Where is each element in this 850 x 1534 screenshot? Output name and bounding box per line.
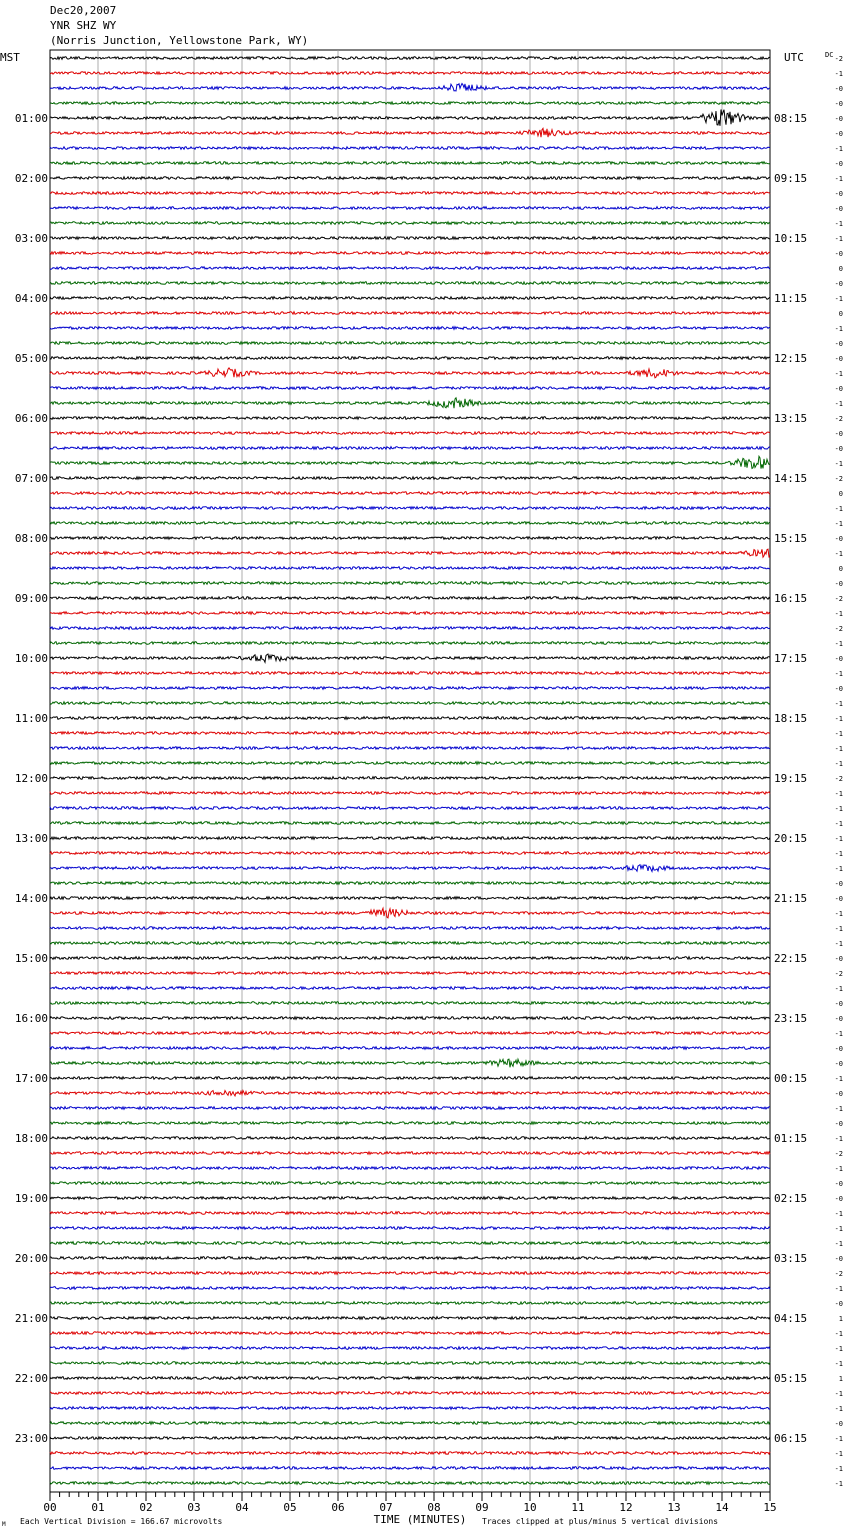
seismic-trace <box>50 417 770 420</box>
left-hour-label: 14:00 <box>14 892 48 905</box>
seismic-trace <box>50 456 770 468</box>
right-hour-label: 17:15 <box>774 652 808 665</box>
seismic-trace <box>50 852 770 855</box>
seismic-trace <box>50 1032 770 1035</box>
dc-offset-label: 0 <box>838 565 843 573</box>
dc-offset-label: 0 <box>838 265 843 273</box>
dc-offset-label: -2 <box>834 1270 843 1278</box>
seismic-trace <box>50 837 770 840</box>
dc-offset-label: -1 <box>834 820 843 828</box>
plot-frame <box>50 50 770 1492</box>
dc-offset-label: -1 <box>834 1360 843 1368</box>
dc-offset-label: -0 <box>834 685 843 693</box>
dc-offset-label: -1 <box>834 1240 843 1248</box>
x-tick-label: 14 <box>715 1501 729 1514</box>
left-hour-label: 15:00 <box>14 952 48 965</box>
seismic-trace <box>50 1137 770 1140</box>
dc-offset-label: -1 <box>834 1135 843 1143</box>
dc-offset-label: -1 <box>834 460 843 468</box>
left-hour-label: 19:00 <box>14 1192 48 1205</box>
dc-offset-label: -0 <box>834 580 843 588</box>
x-tick-label: 01 <box>91 1501 105 1514</box>
dc-offset-label: -2 <box>834 775 843 783</box>
seismic-trace <box>50 128 770 137</box>
seismic-trace <box>50 1482 770 1485</box>
dc-offset-label: -0 <box>834 1255 843 1263</box>
seismic-trace <box>50 1197 770 1200</box>
dc-offset-label: -1 <box>834 1390 843 1398</box>
left-hour-label: 05:00 <box>14 352 48 365</box>
clip-note: Traces clipped at plus/minus 5 vertical divisions <box>482 1517 719 1526</box>
dc-offset-label: -0 <box>834 190 843 198</box>
dc-offset-label: -1 <box>834 505 843 513</box>
x-tick-label: 03 <box>187 1501 201 1514</box>
dc-offset-label: -0 <box>834 1045 843 1053</box>
seismic-trace <box>50 1122 770 1125</box>
right-hour-label: 23:15 <box>774 1012 808 1025</box>
x-tick-label: 09 <box>475 1501 489 1514</box>
chart-date: Dec20,2007 <box>50 4 117 17</box>
dc-offset-label: -1 <box>834 745 843 753</box>
seismic-trace <box>50 1452 770 1455</box>
dc-offset-label: -1 <box>834 850 843 858</box>
seismic-trace <box>50 1392 770 1395</box>
seismic-trace <box>50 1182 770 1185</box>
seismic-trace <box>50 972 770 975</box>
dc-offset-label: -1 <box>834 370 843 378</box>
dc-offset-label: -1 <box>834 730 843 738</box>
left-hour-label: 11:00 <box>14 712 48 725</box>
seismic-trace <box>50 237 770 240</box>
dc-offset-label: -0 <box>834 880 843 888</box>
seismic-trace <box>50 567 770 570</box>
dc-offset-label: -2 <box>834 415 843 423</box>
seismic-trace <box>50 1091 770 1096</box>
dc-offset-label: -0 <box>834 535 843 543</box>
seismic-trace <box>50 522 770 525</box>
dc-offset-label: -0 <box>834 355 843 363</box>
dc-offset-label: -2 <box>834 970 843 978</box>
dc-offset-label: -1 <box>834 1435 843 1443</box>
seismic-trace <box>50 1242 770 1245</box>
dc-label: DC <box>825 51 834 59</box>
right-hour-label: 16:15 <box>774 592 808 605</box>
left-hour-label: 16:00 <box>14 1012 48 1025</box>
dc-offset-label: -1 <box>834 235 843 243</box>
dc-offset-label: -1 <box>834 1450 843 1458</box>
left-hour-label: 23:00 <box>14 1432 48 1445</box>
seismic-trace <box>50 942 770 945</box>
dc-offset-label: 0 <box>838 310 843 318</box>
x-tick-label: 15 <box>763 1501 777 1514</box>
dc-offset-label: -1 <box>834 985 843 993</box>
scale-note: Each Vertical Division = 166.67 microvolts <box>20 1517 223 1526</box>
station-location: (Norris Junction, Yellowstone Park, WY) <box>50 34 309 47</box>
seismic-trace <box>50 57 770 60</box>
seismic-trace <box>50 432 770 435</box>
right-hour-label: 13:15 <box>774 412 808 425</box>
left-hour-label: 08:00 <box>14 532 48 545</box>
seismic-trace <box>50 1407 770 1410</box>
dc-offset-label: -1 <box>834 940 843 948</box>
dc-offset-label: -0 <box>834 1420 843 1428</box>
dc-offset-label: -0 <box>834 160 843 168</box>
seismic-trace <box>50 1287 770 1290</box>
dc-offset-label: -1 <box>834 70 843 78</box>
right-hour-label: 04:15 <box>774 1312 808 1325</box>
dc-offset-label: -1 <box>834 1210 843 1218</box>
dc-offset-label: -2 <box>834 55 843 63</box>
dc-offset-label: -1 <box>834 1075 843 1083</box>
dc-offset-label: -0 <box>834 280 843 288</box>
dc-offset-label: -1 <box>834 640 843 648</box>
seismic-trace <box>50 327 770 330</box>
seismic-trace <box>50 507 770 510</box>
seismic-trace <box>50 1377 770 1380</box>
right-timezone-label: UTC <box>784 51 804 64</box>
dc-offset-label: -0 <box>834 1000 843 1008</box>
dc-offset-label: -1 <box>834 1165 843 1173</box>
dc-offset-label: -2 <box>834 1150 843 1158</box>
seismic-trace <box>50 1362 770 1365</box>
corner-mark: M <box>2 1521 6 1528</box>
seismic-trace <box>50 357 770 360</box>
seismic-trace <box>50 282 770 285</box>
seismic-trace <box>50 398 770 408</box>
x-tick-label: 13 <box>667 1501 681 1514</box>
dc-offset-label: -0 <box>834 1180 843 1188</box>
right-hour-label: 19:15 <box>774 772 808 785</box>
x-tick-label: 05 <box>283 1501 297 1514</box>
seismic-trace <box>50 72 770 75</box>
seismic-trace <box>50 642 770 645</box>
seismic-trace <box>50 447 770 450</box>
seismic-trace <box>50 477 770 480</box>
dc-offset-label: -1 <box>834 325 843 333</box>
dc-offset-label: -1 <box>834 1330 843 1338</box>
dc-offset-label: -0 <box>834 100 843 108</box>
right-hour-label: 03:15 <box>774 1252 808 1265</box>
right-hour-label: 05:15 <box>774 1372 808 1385</box>
dc-offset-label: -1 <box>834 700 843 708</box>
seismic-trace <box>50 882 770 885</box>
x-tick-label: 04 <box>235 1501 249 1514</box>
dc-offset-label: -0 <box>834 115 843 123</box>
left-hour-label: 06:00 <box>14 412 48 425</box>
left-hour-label: 10:00 <box>14 652 48 665</box>
seismic-trace <box>50 252 770 255</box>
left-hour-label: 01:00 <box>14 112 48 125</box>
seismic-trace <box>50 672 770 675</box>
right-hour-label: 20:15 <box>774 832 808 845</box>
seismic-trace <box>50 1077 770 1080</box>
dc-offset-label: 1 <box>838 1375 843 1383</box>
seismic-trace <box>50 762 770 765</box>
dc-offset-label: -0 <box>834 1060 843 1068</box>
dc-offset-label: -1 <box>834 550 843 558</box>
seismic-trace <box>50 732 770 735</box>
dc-offset-label: -1 <box>834 220 843 228</box>
seismic-trace <box>50 582 770 585</box>
dc-offset-label: -1 <box>834 805 843 813</box>
seismic-trace <box>50 777 770 780</box>
left-hour-label: 17:00 <box>14 1072 48 1085</box>
seismic-trace <box>50 1437 770 1440</box>
dc-offset-label: -1 <box>834 910 843 918</box>
dc-offset-label: -2 <box>834 595 843 603</box>
right-hour-label: 09:15 <box>774 172 808 185</box>
left-hour-label: 13:00 <box>14 832 48 845</box>
seismic-trace <box>50 612 770 615</box>
seismic-trace <box>50 177 770 180</box>
seismic-trace <box>50 1257 770 1260</box>
x-tick-label: 06 <box>331 1501 345 1514</box>
seismic-trace <box>50 702 770 705</box>
left-timezone-label: MST <box>0 51 20 64</box>
dc-offset-label: -1 <box>834 175 843 183</box>
seismic-trace <box>50 1059 770 1067</box>
seismic-trace <box>50 267 770 270</box>
dc-offset-label: -0 <box>834 205 843 213</box>
dc-offset-label: -1 <box>834 1285 843 1293</box>
seismic-trace <box>50 192 770 195</box>
right-hour-label: 10:15 <box>774 232 808 245</box>
dc-offset-label: -0 <box>834 385 843 393</box>
left-hour-label: 07:00 <box>14 472 48 485</box>
dc-offset-label: -1 <box>834 1105 843 1113</box>
x-tick-label: 08 <box>427 1501 441 1514</box>
right-hour-label: 00:15 <box>774 1072 808 1085</box>
right-hour-label: 21:15 <box>774 892 808 905</box>
dc-offset-label: -1 <box>834 1465 843 1473</box>
left-hour-label: 22:00 <box>14 1372 48 1385</box>
seismic-trace <box>50 1302 770 1305</box>
dc-offset-label: -1 <box>834 1225 843 1233</box>
right-hour-label: 14:15 <box>774 472 808 485</box>
dc-offset-label: -2 <box>834 625 843 633</box>
dc-offset-label: -0 <box>834 1120 843 1128</box>
seismic-trace <box>50 492 770 495</box>
x-tick-label: 10 <box>523 1501 537 1514</box>
dc-offset-label: -0 <box>834 85 843 93</box>
seismic-trace <box>50 162 770 165</box>
x-tick-label: 02 <box>139 1501 153 1514</box>
left-hour-label: 18:00 <box>14 1132 48 1145</box>
dc-offset-label: -0 <box>834 955 843 963</box>
seismic-trace <box>50 102 770 105</box>
x-tick-label: 00 <box>43 1501 57 1514</box>
x-tick-label: 12 <box>619 1501 633 1514</box>
right-hour-label: 11:15 <box>774 292 808 305</box>
station-code: YNR SHZ WY <box>50 19 117 32</box>
left-hour-label: 12:00 <box>14 772 48 785</box>
seismic-trace <box>50 312 770 315</box>
x-tick-label: 11 <box>571 1501 585 1514</box>
dc-offset-label: -1 <box>834 760 843 768</box>
seismic-trace <box>50 717 770 720</box>
seismic-trace <box>50 342 770 345</box>
dc-offset-label: -1 <box>834 295 843 303</box>
seismic-trace <box>50 987 770 990</box>
dc-offset-label: -0 <box>834 1090 843 1098</box>
seismic-trace <box>50 792 770 795</box>
seismic-trace <box>50 957 770 960</box>
x-axis-label: TIME (MINUTES) <box>373 1513 467 1526</box>
dc-offset-label: -1 <box>834 925 843 933</box>
dc-offset-label: -0 <box>834 895 843 903</box>
right-hour-label: 08:15 <box>774 112 808 125</box>
seismic-trace <box>50 1167 770 1170</box>
dc-offset-label: -0 <box>834 340 843 348</box>
seismic-trace <box>50 807 770 810</box>
dc-offset-label: -1 <box>834 1480 843 1488</box>
seismic-trace <box>50 1332 770 1335</box>
seismic-trace <box>50 207 770 210</box>
seismic-trace <box>50 897 770 900</box>
dc-offset-label: -0 <box>834 430 843 438</box>
seismic-trace <box>50 1317 770 1320</box>
dc-offset-label: -0 <box>834 250 843 258</box>
left-hour-label: 20:00 <box>14 1252 48 1265</box>
dc-offset-label: -0 <box>834 445 843 453</box>
dc-offset-label: -1 <box>834 670 843 678</box>
dc-offset-label: -1 <box>834 1405 843 1413</box>
seismic-trace <box>50 222 770 225</box>
seismic-trace <box>50 297 770 300</box>
left-hour-label: 04:00 <box>14 292 48 305</box>
seismic-trace <box>50 549 770 557</box>
seismic-trace <box>50 1272 770 1275</box>
seismic-trace <box>50 908 770 918</box>
dc-offset-label: -1 <box>834 790 843 798</box>
dc-offset-label: -0 <box>834 655 843 663</box>
seismic-trace <box>50 387 770 390</box>
dc-offset-label: -1 <box>834 1345 843 1353</box>
dc-offset-label: -0 <box>834 1195 843 1203</box>
left-hour-label: 03:00 <box>14 232 48 245</box>
dc-offset-label: -1 <box>834 520 843 528</box>
seismic-trace <box>50 747 770 750</box>
seismic-trace <box>50 865 770 872</box>
right-hour-label: 22:15 <box>774 952 808 965</box>
right-hour-label: 15:15 <box>774 532 808 545</box>
seismic-trace <box>50 927 770 930</box>
dc-offset-label: 0 <box>838 490 843 498</box>
dc-offset-label: -0 <box>834 1300 843 1308</box>
seismic-trace <box>50 110 770 126</box>
seismic-trace <box>50 687 770 690</box>
dc-offset-label: -0 <box>834 1015 843 1023</box>
dc-offset-label: -1 <box>834 1030 843 1038</box>
dc-offset-label: -1 <box>834 145 843 153</box>
dc-offset-label: -1 <box>834 400 843 408</box>
seismic-trace <box>50 1212 770 1215</box>
dc-offset-label: -1 <box>834 865 843 873</box>
right-hour-label: 02:15 <box>774 1192 808 1205</box>
dc-offset-label: -1 <box>834 715 843 723</box>
seismic-trace <box>50 822 770 825</box>
seismic-trace <box>50 1107 770 1110</box>
dc-offset-label: -0 <box>834 130 843 138</box>
seismic-trace <box>50 1047 770 1050</box>
seismic-trace <box>50 1002 770 1005</box>
dc-offset-label: 1 <box>838 1315 843 1323</box>
seismic-trace <box>50 1227 770 1230</box>
seismic-trace <box>50 1422 770 1425</box>
right-hour-label: 12:15 <box>774 352 808 365</box>
seismic-trace <box>50 1467 770 1470</box>
seismic-trace <box>50 368 770 378</box>
seismic-trace <box>50 537 770 540</box>
seismic-trace <box>50 1152 770 1155</box>
right-hour-label: 06:15 <box>774 1432 808 1445</box>
left-hour-label: 09:00 <box>14 592 48 605</box>
dc-offset-label: -1 <box>834 835 843 843</box>
left-hour-label: 02:00 <box>14 172 48 185</box>
dc-offset-label: -1 <box>834 610 843 618</box>
dc-offset-label: -2 <box>834 475 843 483</box>
seismic-trace <box>50 1347 770 1350</box>
left-hour-label: 21:00 <box>14 1312 48 1325</box>
seismic-trace <box>50 147 770 150</box>
right-hour-label: 01:15 <box>774 1132 808 1145</box>
seismic-trace <box>50 84 770 92</box>
x-tick-label: 07 <box>379 1501 393 1514</box>
seismic-trace <box>50 1017 770 1020</box>
seismic-trace <box>50 597 770 600</box>
seismic-trace <box>50 627 770 630</box>
seismic-trace <box>50 654 770 662</box>
right-hour-label: 18:15 <box>774 712 808 725</box>
